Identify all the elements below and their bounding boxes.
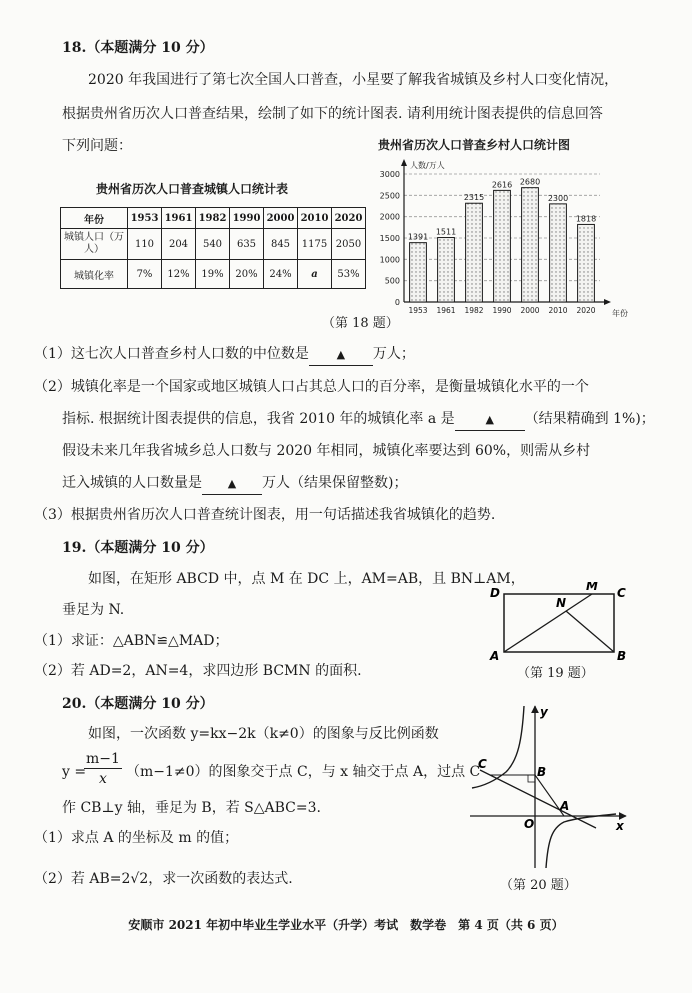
table-cell: 20% xyxy=(230,260,264,289)
page-footer: 安顺市 2021 年初中毕业生学业水平（升学）考试 数学卷 第 4 页（共 6 页） xyxy=(128,918,564,932)
table-cell: 1175 xyxy=(298,229,332,260)
q20-part1: （1）求点 A 的坐标及 m 的值； xyxy=(34,830,239,846)
urban-population-table xyxy=(60,207,366,289)
q18-intro-3: 下列问题： xyxy=(62,138,132,154)
table-cell: 1982 xyxy=(196,208,230,229)
x-tick-label: 1953 xyxy=(408,306,428,315)
y-tick-label: 500 xyxy=(384,276,400,286)
q18-part2-line2 xyxy=(62,409,655,431)
table-cell: 1961 xyxy=(162,208,196,229)
bar xyxy=(550,204,567,302)
q20-y-equals: y = xyxy=(62,764,87,780)
bar xyxy=(494,190,511,302)
table-header-label: 年份 xyxy=(61,208,128,229)
answer-blank-1[interactable] xyxy=(309,344,373,366)
bar xyxy=(578,224,595,302)
q19-line2: 垂足为 N. xyxy=(62,602,125,618)
table-cell: 540 xyxy=(196,229,230,260)
table-cell: 12% xyxy=(162,260,196,289)
x-tick-label: 1990 xyxy=(492,306,512,315)
table-row-urban xyxy=(61,229,366,260)
table-row-rate xyxy=(61,260,366,289)
table-cell: 53% xyxy=(332,260,366,289)
figure-20-caption: （第 20 题） xyxy=(500,878,577,893)
right-angle-mark xyxy=(528,775,535,782)
q19-part1: （1）求证：△ABN≌△MAD； xyxy=(34,633,229,649)
label-o: O xyxy=(524,817,535,831)
chart-title: 贵州省历次人口普查乡村人口统计图 xyxy=(378,138,571,152)
table-cell: 1953 xyxy=(128,208,162,229)
bar-value-label: 2616 xyxy=(491,180,513,190)
hyperbola-branch-right xyxy=(546,814,616,868)
y-tick-label: 1000 xyxy=(379,255,400,265)
blank-mark: ▲ xyxy=(227,477,237,490)
rural-population-chart xyxy=(370,154,630,326)
q20-line2-rest: （m−1≠0）的图象交于点 C，与 x 轴交于点 A，过点 C xyxy=(126,764,481,780)
q20-fraction-denominator: x xyxy=(99,771,107,787)
label-x: x xyxy=(616,819,624,833)
table-cell: 2020 xyxy=(332,208,366,229)
q18-part2-line2-text: 指标. 根据统计图表提供的信息，我省 2010 年的城镇化率 a 是 xyxy=(62,411,455,427)
q20-line1: 如图，一次函数 y=kx−2k（k≠0）的图象与反比例函数 xyxy=(88,726,439,742)
q20-part2: （2）若 AB=2√2，求一次函数的表达式. xyxy=(34,871,293,887)
q19-part2: （2）若 AD=2，AN=4，求四边形 BCMN 的面积. xyxy=(34,663,362,679)
table-row-year xyxy=(61,208,366,229)
q18-part2-line4-note: 万人（结果保留整数)； xyxy=(262,475,408,491)
table-cell: 1990 xyxy=(230,208,264,229)
q18-part1 xyxy=(34,344,415,366)
q19-line1: 如图，在矩形 ABCD 中，点 M 在 DC 上，AM=AB，且 BN⊥AM， xyxy=(88,571,525,587)
label-a: A xyxy=(490,649,500,663)
y-tick-label: 2000 xyxy=(379,212,400,222)
blank-mark: ▲ xyxy=(485,413,494,426)
table-row-label: 城镇人口（万人） xyxy=(61,229,128,260)
q18-part2-line4 xyxy=(62,473,407,495)
table-cell: 2050 xyxy=(332,229,366,260)
y-tick-label: 0 xyxy=(394,298,400,307)
figure-20-graph xyxy=(466,700,636,875)
bar xyxy=(522,188,539,302)
label-c: C xyxy=(617,586,626,600)
q19-title: 19.（本题满分 10 分） xyxy=(62,540,214,556)
y-tick-label: 1500 xyxy=(379,234,400,243)
label-d: D xyxy=(490,586,500,600)
q20-line3: 作 CB⊥y 轴，垂足为 B，若 S△ABC=3. xyxy=(62,800,321,816)
chart-y-arrow xyxy=(401,159,407,166)
table-title: 贵州省历次人口普查城镇人口统计表 xyxy=(96,182,289,196)
table-cell: 24% xyxy=(264,260,298,289)
bar xyxy=(438,238,455,302)
bar-value-label: 1391 xyxy=(407,232,429,242)
blank-mark: ▲ xyxy=(336,348,346,361)
label-c: C xyxy=(478,757,487,771)
label-y: y xyxy=(540,705,548,719)
figure-19-rectangle xyxy=(486,582,634,664)
figure-19-caption: （第 19 题） xyxy=(517,666,594,681)
label-b: B xyxy=(617,649,627,663)
bar-value-label: 2300 xyxy=(547,193,569,203)
q18-part2-line3: 假设未来几年我省城乡总人口数与 2020 年相同，城镇化率要达到 60%，则需从乡村 xyxy=(62,443,591,459)
table-row-label: 城镇化率 xyxy=(61,260,128,289)
label-a: A xyxy=(560,799,570,813)
q20-fraction-numerator: m−1 xyxy=(84,750,122,769)
x-tick-label: 1982 xyxy=(464,306,484,315)
q18-part1-unit: 万人； xyxy=(372,346,415,362)
segment-bn xyxy=(566,611,614,652)
table-cell: 2000 xyxy=(264,208,298,229)
bar-value-label: 1511 xyxy=(435,227,457,237)
label-b: B xyxy=(537,765,547,779)
answer-blank-2[interactable] xyxy=(455,409,525,431)
q18-part2-line2-note: （结果精确到 1%)； xyxy=(524,411,655,427)
segment-am xyxy=(504,594,592,652)
y-axis-label: 人数/万人 xyxy=(410,161,445,170)
table-cell: 204 xyxy=(162,229,196,260)
q20-title: 20.（本题满分 10 分） xyxy=(62,696,214,712)
q18-part2-line4-text: 迁入城镇的人口数量是 xyxy=(62,475,202,491)
x-axis-label: 年份 xyxy=(612,309,628,318)
y-tick-label: 3000 xyxy=(379,170,400,179)
bar xyxy=(466,203,483,302)
table-cell: 110 xyxy=(128,229,162,260)
x-tick-label: 2000 xyxy=(520,306,540,315)
q18-intro-1: 2020 年我国进行了第七次全国人口普查，小星要了解我省城镇及乡村人口变化情况， xyxy=(88,72,619,88)
bar-value-label: 2680 xyxy=(519,177,541,187)
x-tick-label: 1961 xyxy=(436,306,456,315)
q18-part2-line1: （2）城镇化率是一个国家或地区城镇人口占其总人口的百分率，是衡量城镇化水平的一个 xyxy=(34,379,589,395)
label-m: M xyxy=(586,582,598,593)
bar xyxy=(410,243,427,302)
figure-18-caption: （第 18 题） xyxy=(322,316,399,331)
q18-part1-text: （1）这七次人口普查乡村人口数的中位数是 xyxy=(34,346,309,362)
label-n: N xyxy=(556,596,567,610)
q18-part3: （3）根据贵州省历次人口普查统计图表，用一句话描述我省城镇化的趋势. xyxy=(34,507,496,523)
y-tick-label: 2500 xyxy=(379,191,400,201)
answer-blank-3[interactable] xyxy=(202,473,262,495)
table-cell: 7% xyxy=(128,260,162,289)
table-cell: 2010 xyxy=(298,208,332,229)
table-cell: 635 xyxy=(230,229,264,260)
x-tick-label: 2020 xyxy=(576,306,596,315)
q18-title: 18.（本题满分 10 分） xyxy=(62,40,214,56)
bar-value-label: 1818 xyxy=(575,214,597,224)
q18-intro-2: 根据贵州省历次人口普查结果，绘制了如下的统计图表. 请利用统计图表提供的信息回答 xyxy=(62,106,603,122)
table-cell: a xyxy=(298,260,332,289)
bar-value-label: 2315 xyxy=(463,193,485,203)
table-cell: 19% xyxy=(196,260,230,289)
x-tick-label: 2010 xyxy=(548,306,568,315)
chart-x-arrow xyxy=(604,299,611,305)
hyperbola-branch-left xyxy=(472,706,524,788)
table-cell: 845 xyxy=(264,229,298,260)
